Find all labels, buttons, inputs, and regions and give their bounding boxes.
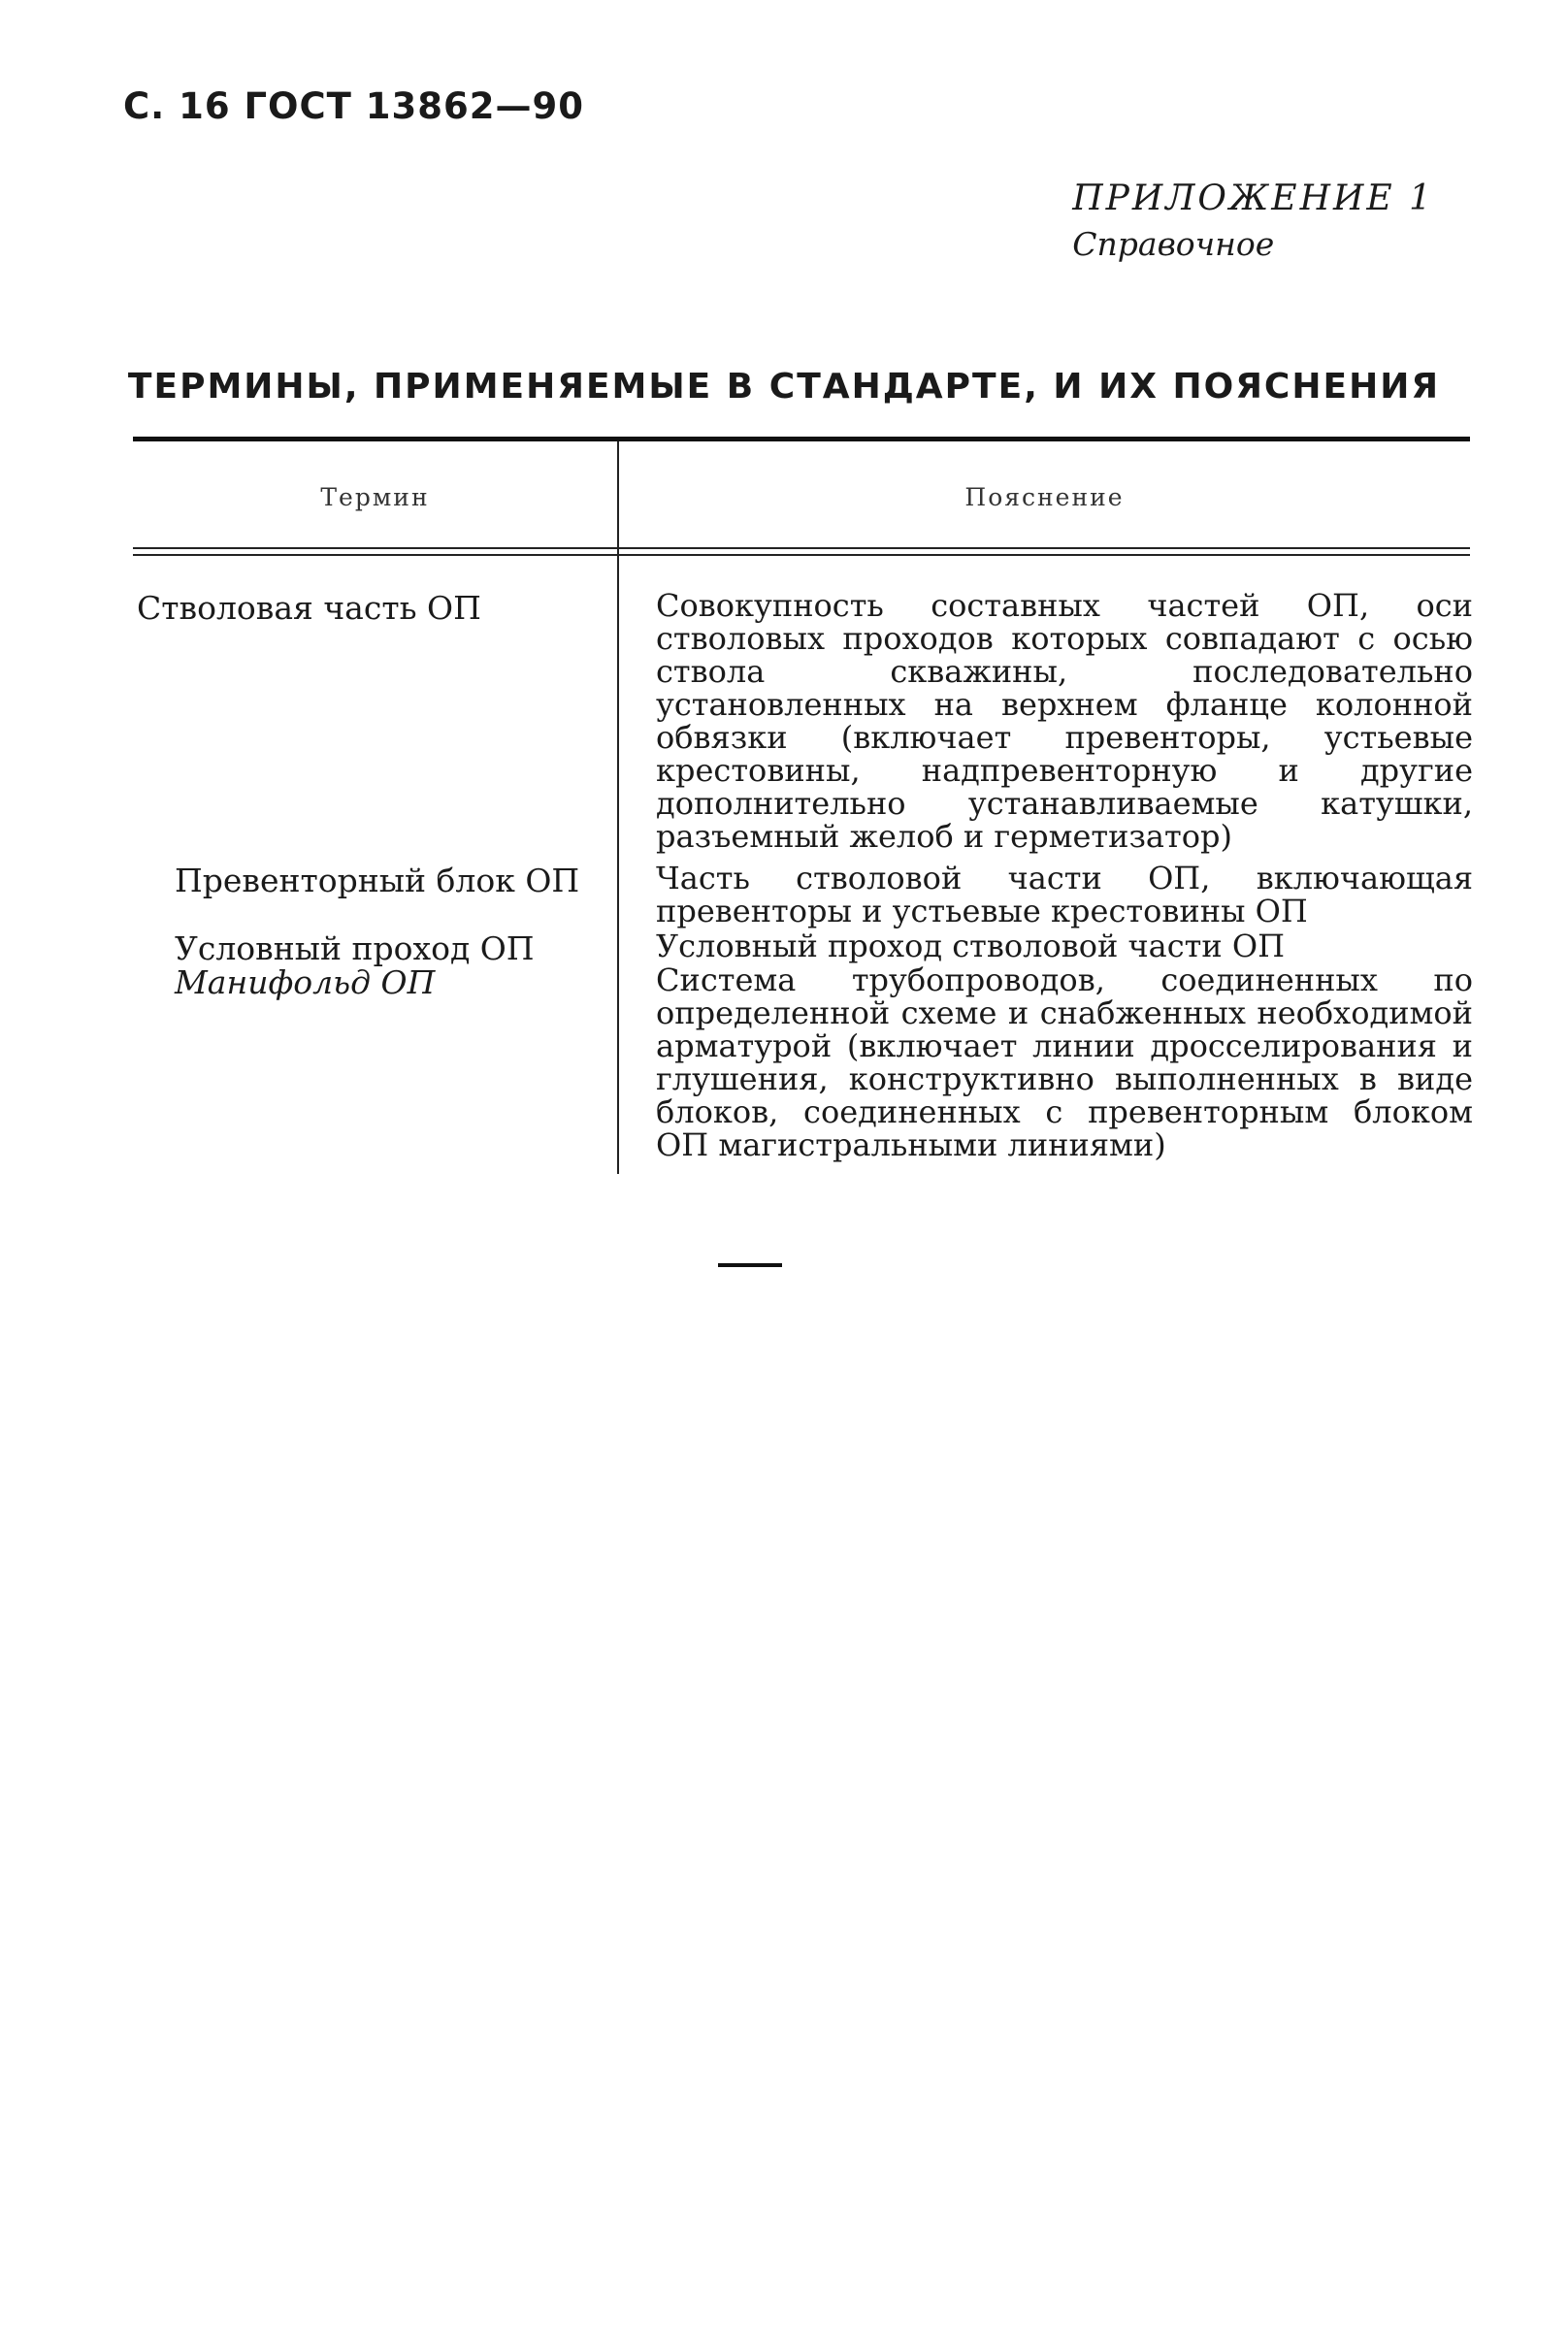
table-row-term: Манифольд ОП <box>175 963 436 1001</box>
table-row-explanation: Совокупность составных частей ОП, оси стволовых проходов которых совпадают с осью ствола скважины, последовательно установленных на верхнем фланце колонной обвязки (включает превенторы, устьевые крестовины, надпревенторную и другие дополнительно устанавливаемые катушки, разъемный желоб и герметизатор) <box>656 587 1473 855</box>
table-row-term: Условный проход ОП <box>175 929 535 967</box>
end-mark <box>718 1263 782 1267</box>
column-separator <box>617 441 619 1174</box>
column-header-explanation: Пояснение <box>964 483 1125 511</box>
table-row-term: Стволовая часть ОП <box>137 589 481 627</box>
appendix-block <box>1072 177 1434 268</box>
column-header-term: Термин <box>320 483 430 511</box>
table-top-rule <box>133 437 1470 441</box>
table-row-term: Превенторный блок ОП <box>175 862 580 899</box>
document-title: ТЕРМИНЫ, ПРИМЕНЯЕМЫЕ В СТАНДАРТЕ, И ИХ ПОЯСНЕНИЯ <box>127 367 1441 407</box>
table-row-explanation: Система трубопроводов, соединенных по определенной схеме и снабженных необходимой арматурой (включает линии дросселирования и глушения, конструктивно выполненных в виде блоков, соединенных с превенторным блоком ОП магистральными линиями) <box>656 961 1473 1163</box>
page-header: С. 16 ГОСТ 13862—90 <box>123 85 584 127</box>
appendix-title: ПРИЛОЖЕНИЕ 1 <box>1072 179 1434 218</box>
table-row-explanation: Часть стволовой части ОП, включающая превенторы и устьевые крестовины ОП <box>656 860 1473 929</box>
header-rule <box>133 547 1470 549</box>
header-rule-double <box>133 554 1470 556</box>
table-row-explanation: Условный проход стволовой части ОП <box>656 928 1285 964</box>
appendix-type: Справочное <box>1072 225 1275 263</box>
